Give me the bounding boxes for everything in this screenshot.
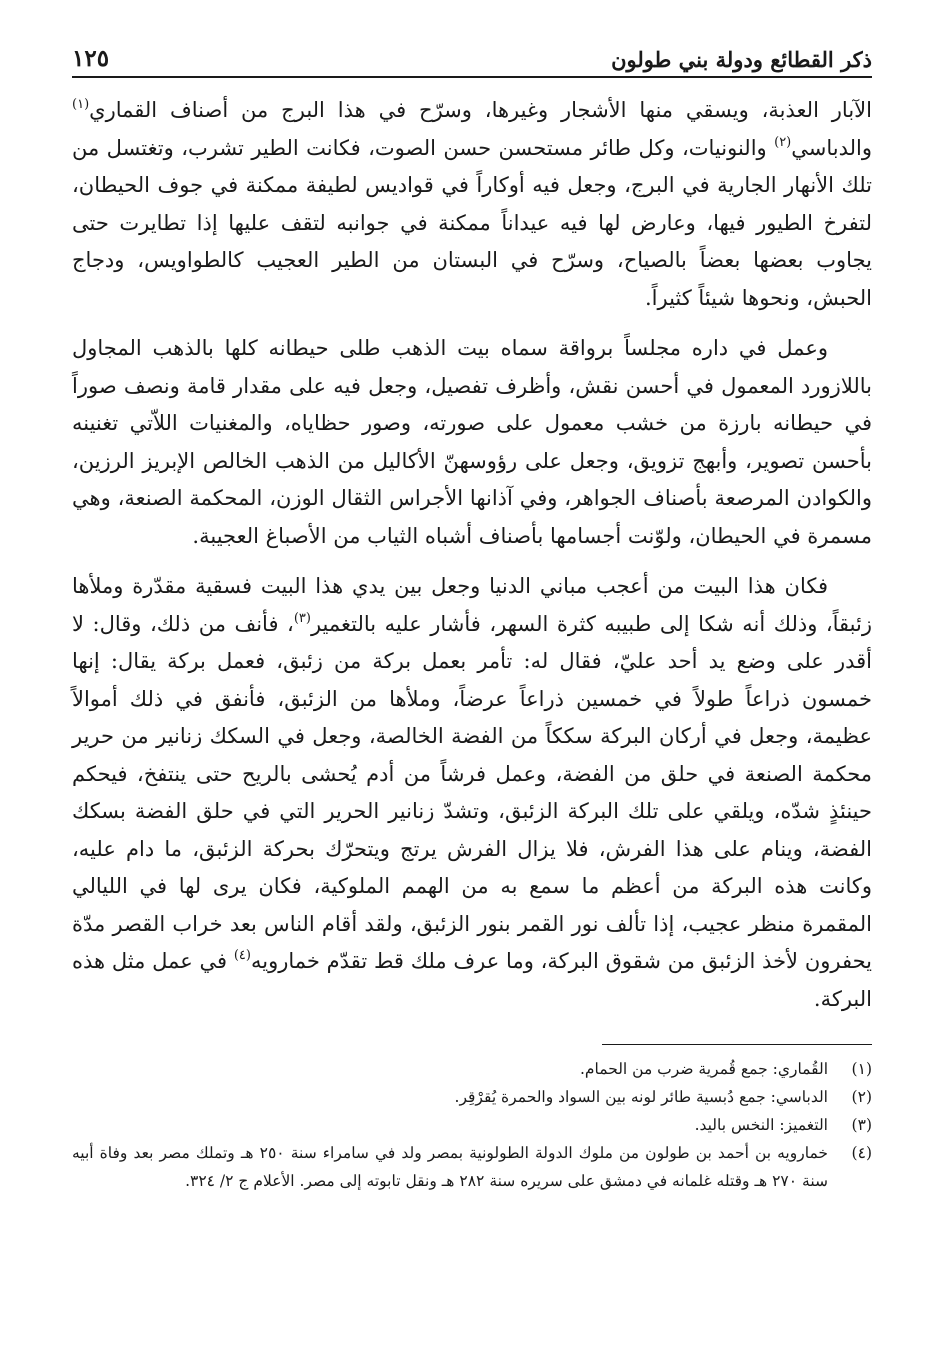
footnote-text: الدباسي: جمع دُبسية طائر لونه بين السواد والحمرة يُقرْقِر. [454, 1088, 828, 1106]
paragraph-text: والدباسي [791, 135, 872, 160]
footnote-marker: (٤) [233, 948, 251, 963]
body-text [72, 92, 872, 1018]
footnote-marker: (٣) [293, 610, 311, 626]
footnote-text: التغميز: النخس باليد. [694, 1116, 828, 1134]
footnote-text: خمارويه بن أحمد بن طولون من ملوك الدولة الطولونية بمصر ولد في سامراء سنة ٢٥٠ هـ وتملك مصر بعد وفاة أبيه سنة ٢٧٠ هـ وقتله غلمانه في دمشق على سريره سنة ٢٨٢ هـ ونقل تابوته إلى مصر. الأعلام ج ٢/ ٣٢٤. [72, 1144, 828, 1190]
paragraph-text: وعمل في داره مجلساً برواقة سماه بيت الذهب طلى حيطانه كلها بالذهب المجاول باللازورد المعمول في أحسن نقش، وأظرف تفصيل، وجعل فيه على مقدار قامة ونصف صوراً في حيطانه بارزة من خشب معمول على صورته، وصور حظاياه، والمغنيات اللاّتي تغنينه بأحسن تصوير، وأبهج تزويق، وجعل على رؤوسهنّ الأكاليل من الذهب الخالص الإبريز الرزين، والكوادن المرصعة بأصناف الجواهر، وفي آذانها الأجراس الثقال الوزن، المحكمة الصنعة، وهي مسمرة في الحيطان، ولوّنت أجسامها بأصناف أشباه الثياب من الأصباغ العجيبة. [72, 336, 872, 548]
footnote-number: (٤) [851, 1144, 872, 1162]
footnote-marker: (١) [72, 97, 90, 112]
header-title: ذكر القطائع ودولة بني طولون [611, 47, 872, 72]
footnote [72, 1111, 872, 1139]
book-page [72, 30, 872, 1195]
footnote [72, 1055, 872, 1083]
paragraph-text: ، فأنف من ذلك، وقال: لا أقدر على وضع يد أحد عليّ، فقال له: تأمر بعمل بركة من زئبق، فعمل بركة يقال: إنها خمسون ذراعاً طولاً في خمسين ذراعاً عرضاً، وملأها من الزئبق، فأنفق في ذلك أموالاً عظيمة، وجعل في أركان البركة سككاً من الفضة الخالصة، وجعل في السكك زنانير من حرير محكمة الصنعة في حلق من الفضة، وعمل فرشاً من أدم يُحشى بالريح حتى ينتفخ، فيحكم حينئذٍ شدّه، ويلقي على تلك البركة الزئبق، وتشدّ زنانير الحرير التي في حلق الفضة بسكك الفضة، وينام على هذا الفرش، فلا يزال الفرش يرتج ويتحرّك بحركة الزئبق، ما دام عليه، وكانت هذه البركة من أعظم ما سمع به من الهمم الملوكية، فكان يرى لها في الليالي المقمرة منظر عجيب، إذا تألف نور القمر بنور الزئبق، ولقد أقام الناس بعد خراب القصر مدّة يحفرون لأخذ الزئبق من شقوق البركة، وما عرف ملك قط تقدّم خمارويه [72, 611, 872, 973]
running-header [72, 30, 872, 78]
footnote [72, 1083, 872, 1111]
paragraph-text: فكان هذا البيت من أعجب مباني الدنيا وجعل بين يدي هذا البيت فسقية مقدّرة وملأها زئبقاً، وذلك أنه شكا إلى طبيبه كثرة السهر، فأشار عليه بالتغمير [72, 574, 872, 636]
footnote-number: (١) [851, 1060, 872, 1078]
footnote-number: (٣) [851, 1116, 872, 1134]
paragraph-text: والنونيات، وكل طائر مستحسن حسن الصوت، فكانت الطير تشرب، وتغتسل من تلك الأنهار الجارية في البرج، وجعل فيه أوكاراً في قواديس لطيفة ممكنة في جوف الحيطان، لتفرخ الطيور فيها، وعارض لها فيه عيداناً ممكنة في جوانبه لتقف عليها إذا تطايرت حتى يجاوب بعضها بعضاً بالصياح، وسرّح في البستان من الطير العجيب كالطواويس، ودجاج الحبش، ونحوها شيئاً كثيراً. [72, 135, 872, 310]
footnotes [72, 1055, 872, 1195]
paragraph [72, 568, 872, 1018]
footnote-text: القُماري: جمع قُمرية ضرب من الحمام. [579, 1060, 828, 1078]
paragraph [72, 330, 872, 555]
paragraph [72, 92, 872, 317]
footnote-divider [602, 1044, 872, 1045]
footnote-marker: (٢) [774, 134, 792, 150]
footnote [72, 1139, 872, 1195]
paragraph-text: الآبار العذبة، ويسقي منها الأشجار وغيرها، وسرّح في هذا البرج من أصناف القماري [89, 98, 872, 122]
paragraph-text: في عمل مثل هذه البركة. [72, 949, 872, 1011]
footnote-number: (٢) [851, 1088, 872, 1106]
page-number: ١٢٥ [72, 45, 110, 72]
